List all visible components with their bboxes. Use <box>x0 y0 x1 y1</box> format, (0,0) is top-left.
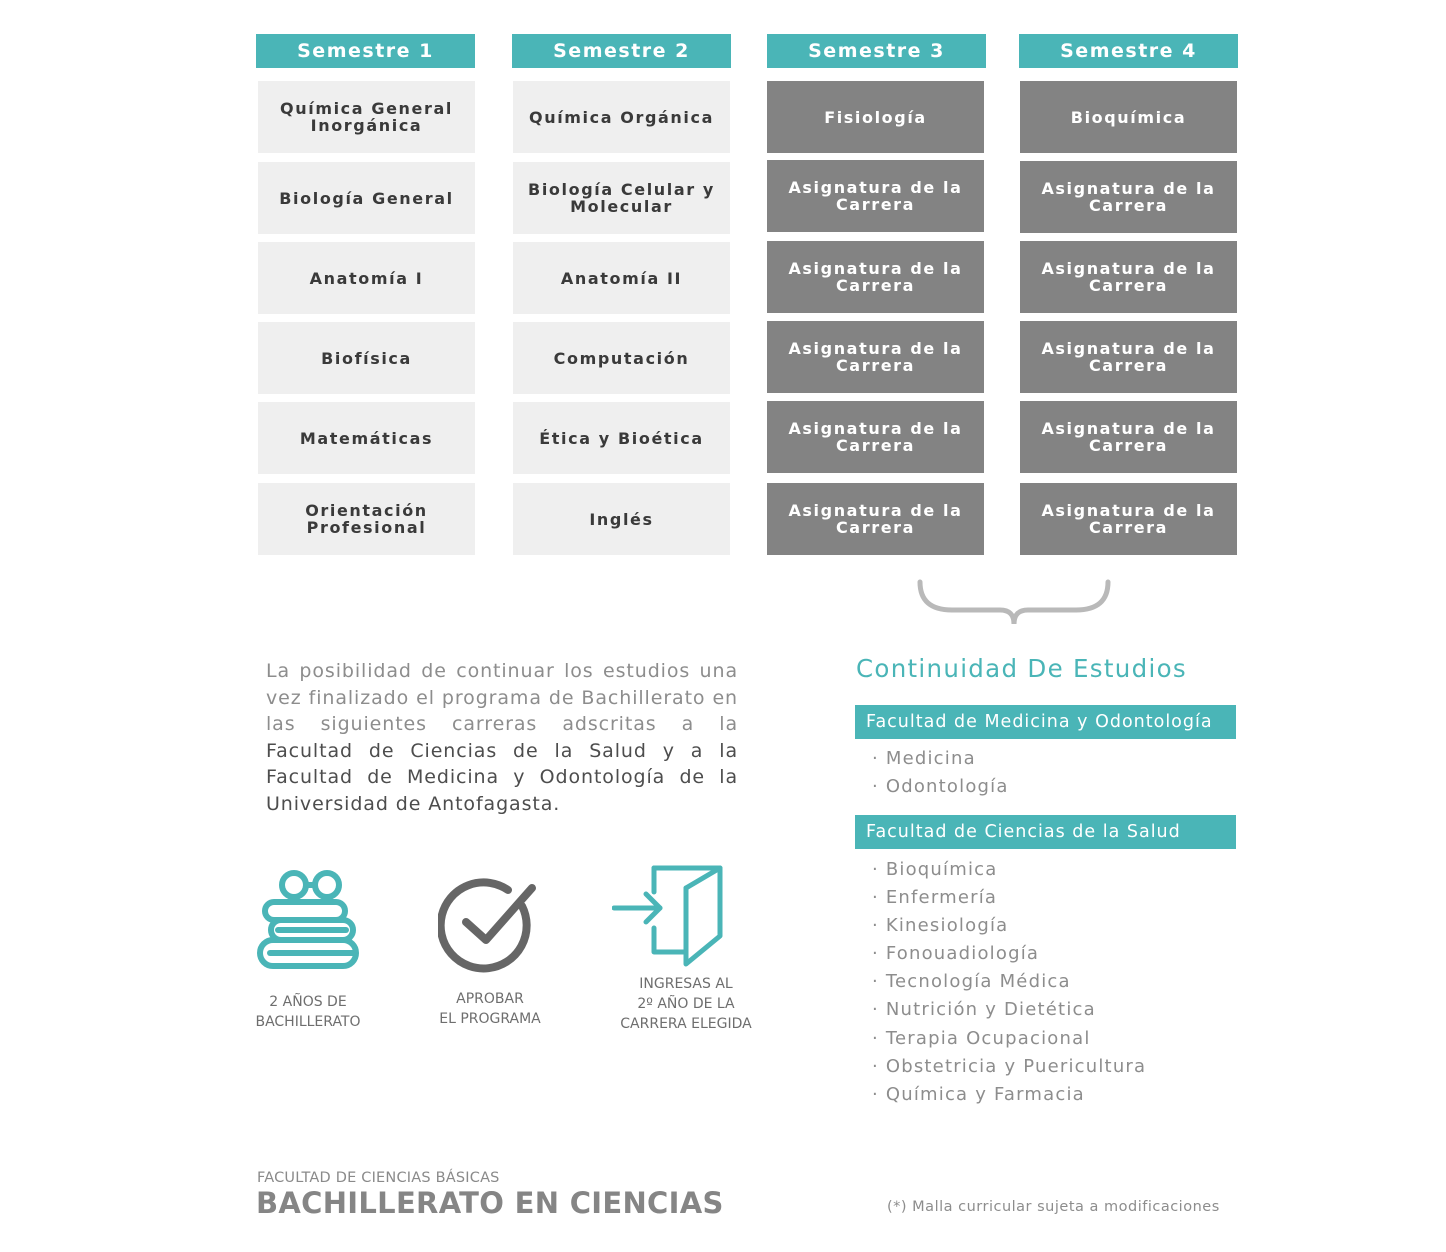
step-label-line: EL PROGRAMA <box>439 1011 541 1027</box>
course-cell: Asignatura de la Carrera <box>767 401 984 473</box>
brace-icon <box>912 578 1116 630</box>
step-label-line: 2 AÑOS DE <box>269 994 347 1010</box>
course-cell: Anatomía I <box>258 242 475 314</box>
course-cell: Asignatura de la Carrera <box>1020 241 1237 313</box>
course-cell: Asignatura de la Carrera <box>767 241 984 313</box>
step-label-line: BACHILLERATO <box>255 1014 361 1030</box>
career-item: · Kinesiología <box>872 915 1009 936</box>
career-item: · Bioquímica <box>872 859 998 880</box>
career-item: · Obstetricia y Puericultura <box>872 1056 1147 1077</box>
course-cell: Asignatura de la Carrera <box>1020 161 1237 233</box>
course-cell: Computación <box>513 322 730 394</box>
course-cell: Anatomía II <box>513 242 730 314</box>
course-cell: Biofísica <box>258 322 475 394</box>
career-item: · Tecnología Médica <box>872 971 1071 992</box>
course-cell: Asignatura de la Carrera <box>1020 401 1237 473</box>
career-item: · Medicina <box>872 748 976 769</box>
description-part1: La posibilidad de continuar los estudios una vez finalizado el programa de Bachillerato en las siguientes carreras adscritas a la <box>266 660 738 736</box>
course-cell: Biología Celular y Molecular <box>513 162 730 234</box>
course-cell: Matemáticas <box>258 402 475 474</box>
step-label-aprobar <box>420 989 560 1029</box>
footer-faculty: FACULTAD DE CIENCIAS BÁSICAS <box>257 1170 500 1186</box>
course-cell: Química Orgánica <box>513 81 730 153</box>
footer-note: (*) Malla curricular sujeta a modificaciones <box>887 1199 1220 1215</box>
course-cell: Asignatura de la Carrera <box>1020 321 1237 393</box>
course-cell: Fisiología <box>767 81 984 153</box>
course-cell: Asignatura de la Carrera <box>767 321 984 393</box>
career-item: · Química y Farmacia <box>872 1084 1085 1105</box>
course-cell: Asignatura de la Carrera <box>1020 483 1237 555</box>
course-cell: Química General Inorgánica <box>258 81 475 153</box>
semester-3-header: Semestre 3 <box>767 34 986 68</box>
course-cell: Asignatura de la Carrera <box>767 483 984 555</box>
faculty-header-salud: Facultad de Ciencias de la Salud <box>855 815 1236 849</box>
step-label-line: CARRERA ELEGIDA <box>620 1016 752 1032</box>
career-item: · Terapia Ocupacional <box>872 1028 1091 1049</box>
description-paragraph <box>266 658 738 818</box>
books-glasses-icon <box>256 868 362 972</box>
step-label-ingresas <box>606 974 766 1034</box>
course-cell: Ética y Bioética <box>513 402 730 474</box>
faculty-header-medicina: Facultad de Medicina y Odontología <box>855 705 1236 739</box>
career-item: · Fonouadiología <box>872 943 1040 964</box>
semester-1-header: Semestre 1 <box>256 34 475 68</box>
career-item: · Odontología <box>872 776 1009 797</box>
enter-door-icon <box>612 864 724 968</box>
course-cell: Orientación Profesional <box>258 483 475 555</box>
course-cell: Asignatura de la Carrera <box>767 160 984 232</box>
description-part2: Facultad de Ciencias de la Salud y a la Facultad de Medicina y Odontología de la Universidad de Antofagasta. <box>266 739 738 815</box>
step-label-line: 2º AÑO DE LA <box>637 996 735 1012</box>
semester-4-header: Semestre 4 <box>1019 34 1238 68</box>
footer-program-title: BACHILLERATO EN CIENCIAS <box>256 1186 724 1220</box>
course-cell: Inglés <box>513 483 730 555</box>
check-circle-icon <box>438 876 538 974</box>
step-label-line: INGRESAS AL <box>639 976 733 992</box>
continuity-title: Continuidad De Estudios <box>856 654 1187 683</box>
semester-2-header: Semestre 2 <box>512 34 731 68</box>
step-label-line: APROBAR <box>456 991 524 1007</box>
career-item: · Enfermería <box>872 887 998 908</box>
course-cell: Bioquímica <box>1020 81 1237 153</box>
course-cell: Biología General <box>258 162 475 234</box>
career-item: · Nutrición y Dietética <box>872 999 1096 1020</box>
step-label-bachillerato <box>238 992 378 1032</box>
